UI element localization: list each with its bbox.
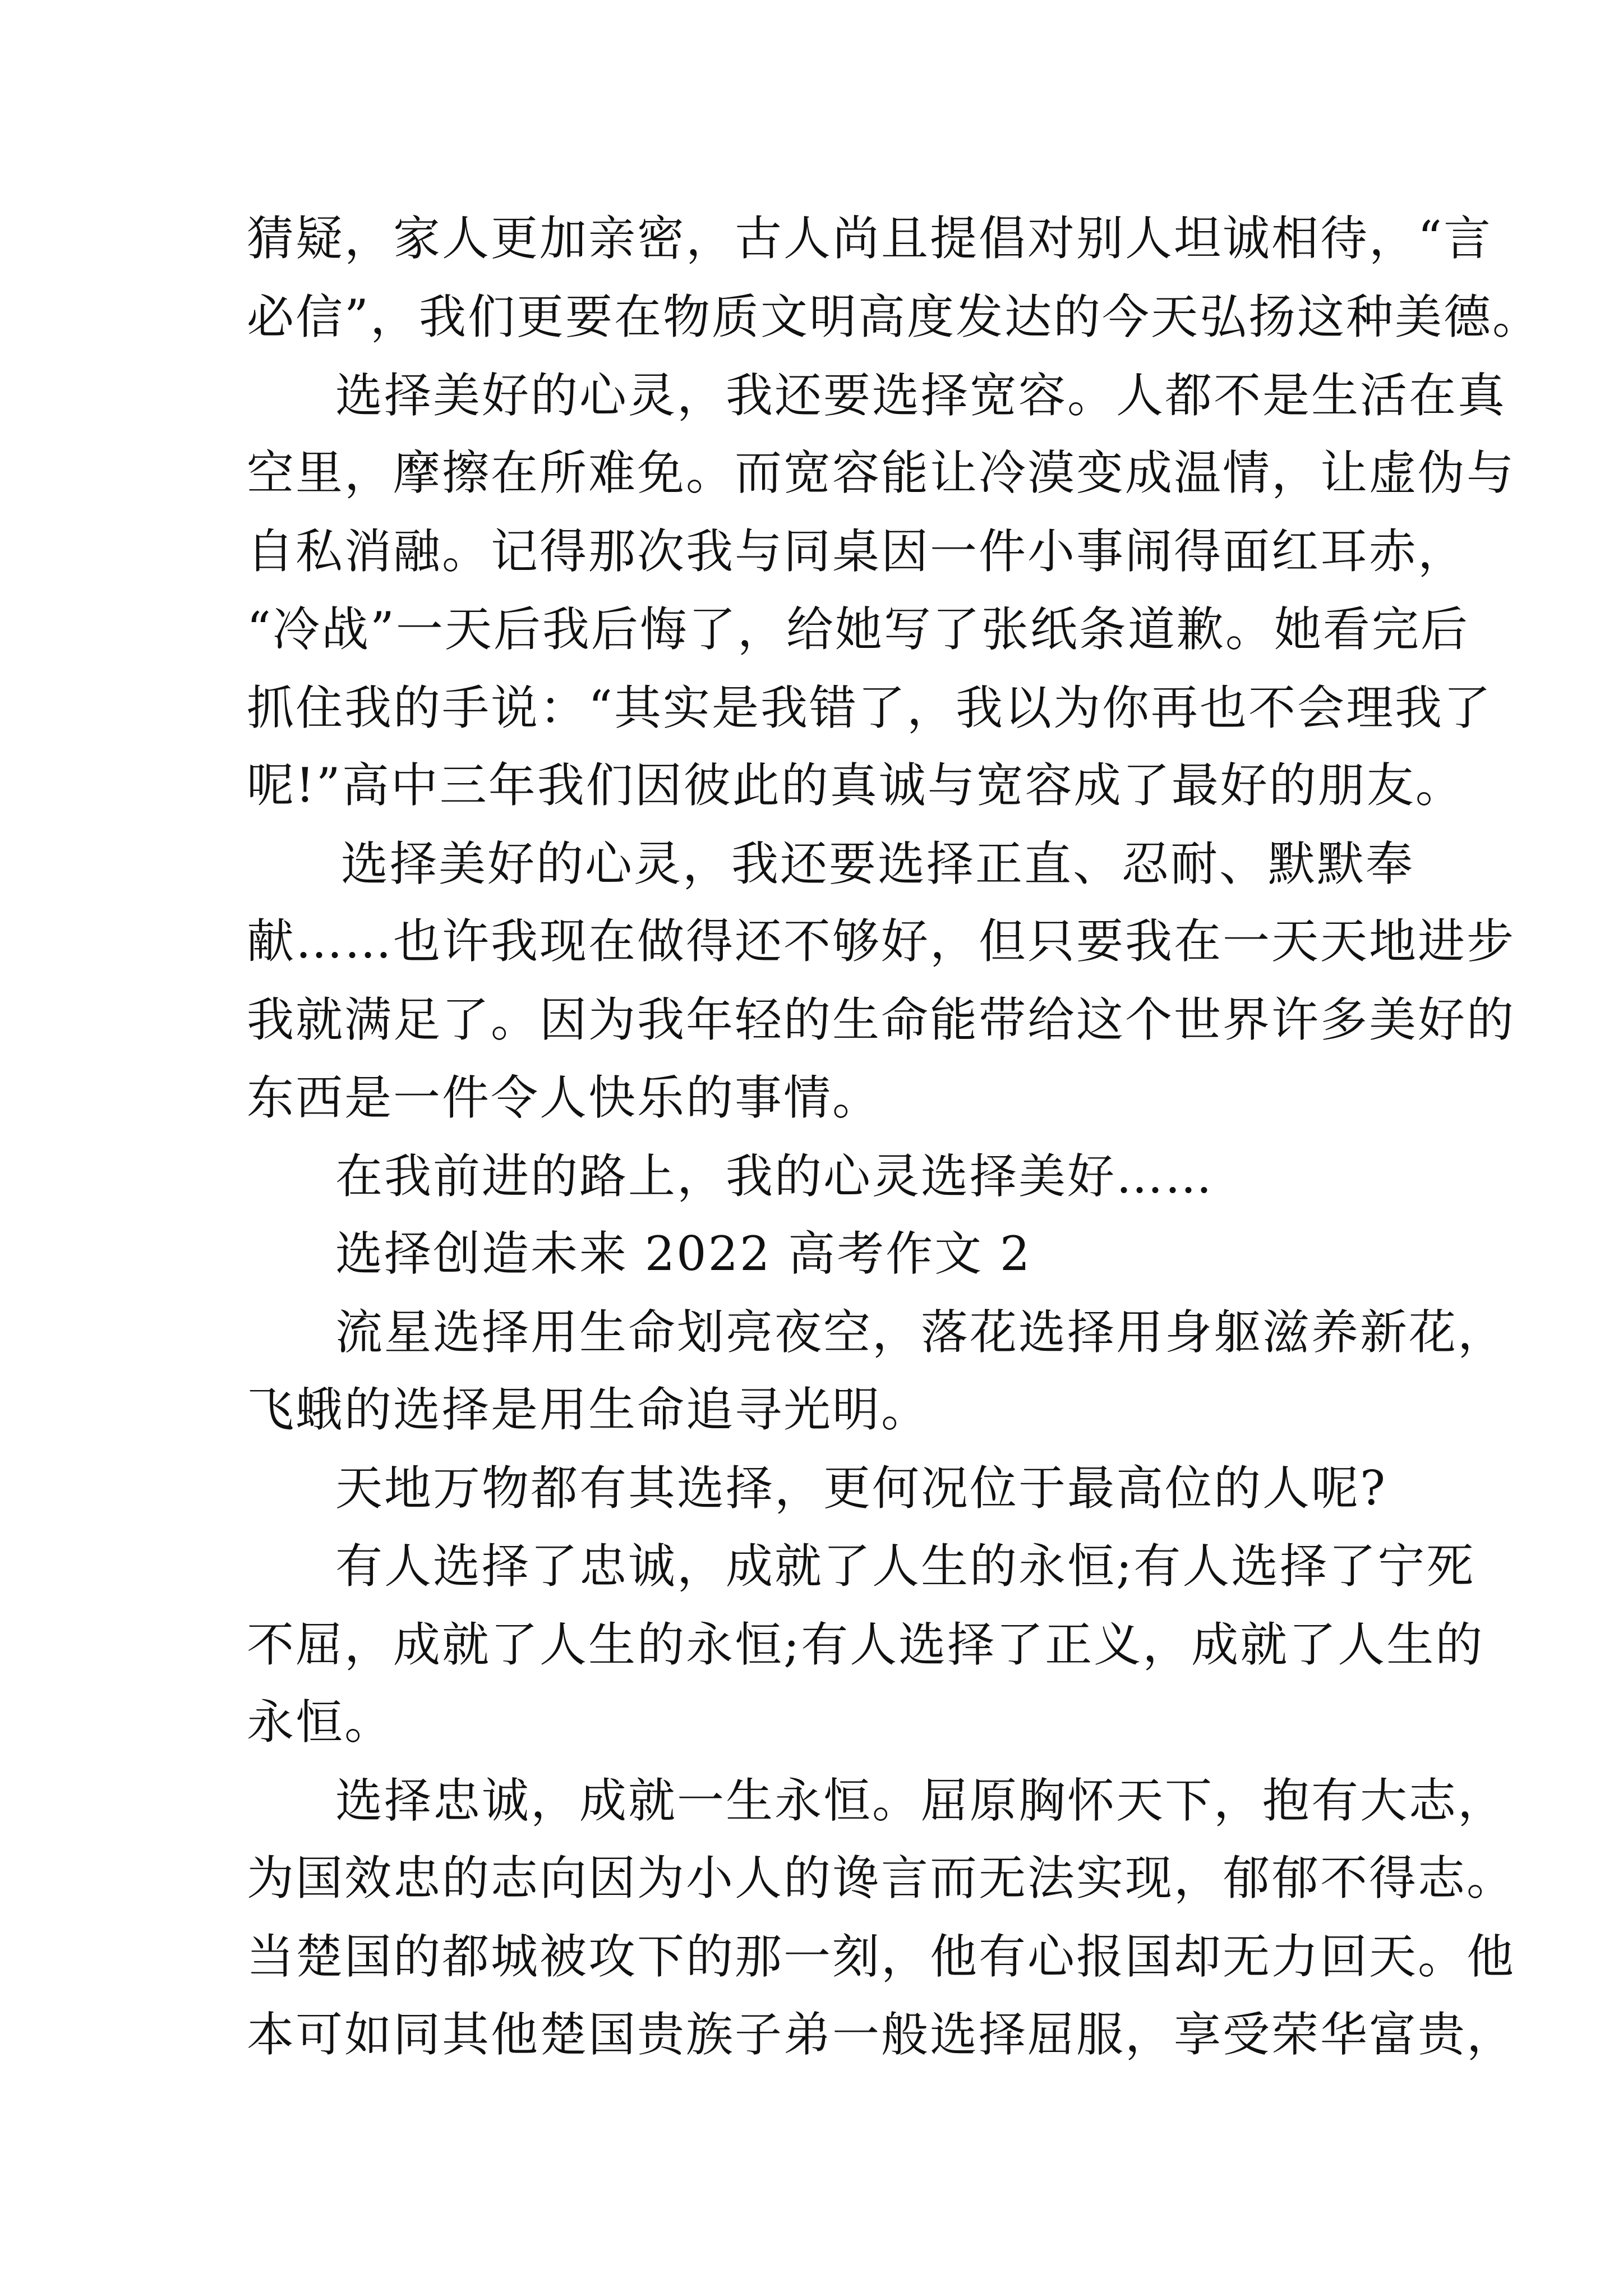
text-line: 必信”，我们更要在物质文明高度发达的今天弘扬这种美德。: [247, 289, 1541, 344]
text-line: 空里，摩擦在所难免。而宽容能让冷漠变成温情，让虚伪与: [247, 445, 1516, 500]
text-line: 飞蛾的选择是用生命追寻光明。: [247, 1382, 930, 1437]
text-line: 为国效忠的志向因为小人的谗言而无法实现，郁郁不得志。: [247, 1851, 1516, 1906]
text-line: 猜疑，家人更加亲密，古人尚且提倡对别人坦诚相待，“言: [247, 211, 1492, 266]
text-line: 本可如同其他楚国贵族子弟一般选择屈服，享受荣华富贵，: [247, 2007, 1516, 2062]
text-line: 有人选择了忠诚，成就了人生的永恒;有人选择了宁死: [335, 1539, 1476, 1594]
text-line: 不屈，成就了人生的永恒;有人选择了正义，成就了人生的: [247, 1617, 1484, 1672]
text-line: 天地万物都有其选择，更何况位于最高位的人呢?: [335, 1461, 1387, 1516]
text-line: 选择美好的心灵，我还要选择正直、忍耐、默默奉: [341, 836, 1415, 891]
text-line: 永恒。: [247, 1695, 394, 1750]
text-line: 呢!”高中三年我们因彼此的真诚与宽容成了最好的朋友。: [247, 758, 1464, 813]
text-line: 当楚国的都城被攻下的那一刻，他有心报国却无力回天。他: [247, 1929, 1516, 1984]
text-line: 流星选择用生命划亮夜空，落花选择用身躯滋养新花，: [335, 1305, 1507, 1360]
text-line: 自私消融。记得那次我与同桌因一件小事闹得面红耳赤，: [247, 524, 1467, 579]
text-line: 我就满足了。因为我年轻的生命能带给这个世界许多美好的: [247, 992, 1516, 1047]
section-heading: 选择创造未来 2022 高考作文 2: [335, 1226, 1032, 1281]
text-line: 献……也许我现在做得还不够好，但只要我在一天天地进步: [247, 914, 1516, 969]
text-line: 选择忠诚，成就一生永恒。屈原胸怀天下，抱有大志，: [335, 1773, 1507, 1828]
text-line: 在我前进的路上，我的心灵选择美好……: [335, 1149, 1214, 1204]
text-line: 选择美好的心灵，我还要选择宽容。人都不是生活在真: [335, 368, 1507, 423]
text-line: 东西是一件令人快乐的事情。: [247, 1070, 882, 1125]
text-line: 抓住我的手说：“其实是我错了，我以为你再也不会理我了: [247, 680, 1492, 735]
text-line: “冷战”一天后我后悔了，给她写了张纸条道歉。她看完后: [247, 602, 1469, 657]
